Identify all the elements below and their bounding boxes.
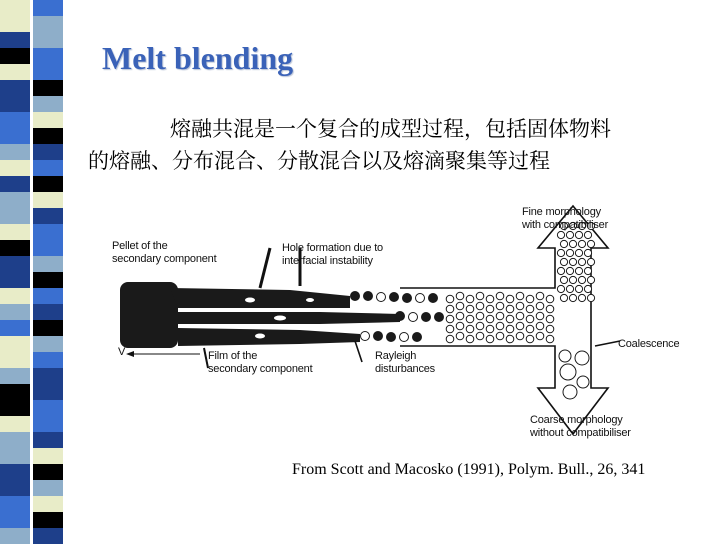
droplet <box>435 313 444 322</box>
droplet <box>569 276 576 283</box>
side-bar-block <box>0 80 30 96</box>
film-strands <box>170 288 350 308</box>
droplet <box>409 313 418 322</box>
side-bar-block <box>0 464 30 480</box>
droplet <box>536 332 544 340</box>
droplet <box>486 305 494 313</box>
droplet <box>486 335 494 343</box>
droplet <box>496 312 504 320</box>
droplet <box>516 302 524 310</box>
droplet <box>400 333 409 342</box>
droplet <box>587 258 594 265</box>
side-bar-block <box>0 320 30 336</box>
droplet <box>536 292 544 300</box>
droplet <box>526 335 534 343</box>
droplet <box>559 350 571 362</box>
side-bar-block <box>33 432 63 448</box>
droplet <box>536 312 544 320</box>
droplet <box>496 332 504 340</box>
droplet <box>364 292 373 301</box>
label-film: Film of the secondary component <box>208 350 313 375</box>
droplet <box>584 231 591 238</box>
droplet <box>560 294 567 301</box>
droplet <box>496 302 504 310</box>
droplet <box>578 276 585 283</box>
side-bar-block <box>0 144 30 160</box>
droplet <box>566 285 573 292</box>
droplet <box>516 322 524 330</box>
droplet <box>446 315 454 323</box>
droplet <box>578 258 585 265</box>
side-bar-block <box>33 64 63 80</box>
droplet <box>456 322 464 330</box>
droplet <box>446 335 454 343</box>
side-bar-block <box>33 480 63 496</box>
side-bar-block <box>33 320 63 336</box>
droplet <box>560 240 567 247</box>
droplet <box>546 305 554 313</box>
droplet <box>476 312 484 320</box>
label-rayleigh: Rayleigh disturbances <box>375 350 435 375</box>
droplet <box>351 292 360 301</box>
droplet <box>587 240 594 247</box>
side-bar-block <box>0 208 30 224</box>
body-line-2: 的熔融、分布混合、分散混合以及熔滴聚集等过程 <box>88 149 550 173</box>
pellet-shape <box>120 282 178 348</box>
side-bar-block <box>0 304 30 320</box>
side-bar-block <box>33 384 63 400</box>
side-bar-block <box>33 368 63 384</box>
droplet <box>466 335 474 343</box>
side-bar-block <box>33 208 63 224</box>
side-bar-block <box>0 240 30 256</box>
droplet <box>578 240 585 247</box>
droplet <box>563 385 577 399</box>
side-bar-block <box>0 48 30 64</box>
droplet <box>496 322 504 330</box>
side-bar-block <box>33 304 63 320</box>
droplet <box>456 312 464 320</box>
side-bar-block <box>0 368 30 384</box>
side-bar-block <box>0 336 30 352</box>
side-bar-block <box>33 0 63 16</box>
droplet <box>566 267 573 274</box>
droplet <box>377 293 386 302</box>
droplet <box>546 335 554 343</box>
droplet <box>584 285 591 292</box>
droplet <box>526 295 534 303</box>
droplet <box>506 315 514 323</box>
side-bar-block <box>33 48 63 64</box>
label-hole-formation: Hole formation due to interfacial instability <box>282 242 383 267</box>
droplet <box>476 332 484 340</box>
droplet <box>361 332 370 341</box>
side-bar-block <box>0 256 30 272</box>
droplet <box>575 231 582 238</box>
side-bar-block <box>33 496 63 512</box>
droplet <box>578 294 585 301</box>
droplet <box>429 294 438 303</box>
side-bar-block <box>33 256 63 272</box>
droplet <box>456 302 464 310</box>
side-bar-block <box>0 128 30 144</box>
droplet <box>403 294 412 303</box>
droplet <box>446 305 454 313</box>
droplet <box>486 315 494 323</box>
label-fine-morphology: Fine morphology with compatibiliser <box>522 206 609 231</box>
droplet <box>466 325 474 333</box>
side-bar-block <box>0 400 30 416</box>
side-bar-block <box>0 0 30 16</box>
droplet <box>557 285 564 292</box>
channel-outline <box>400 206 608 434</box>
droplet <box>575 351 589 365</box>
side-bar-block <box>0 32 30 48</box>
side-bar-block <box>33 272 63 288</box>
decorative-side-bar <box>0 0 66 540</box>
droplet <box>413 333 422 342</box>
droplet <box>476 322 484 330</box>
side-bar-block <box>33 352 63 368</box>
droplet <box>560 276 567 283</box>
side-bar-block <box>0 192 30 208</box>
side-bar-block <box>33 160 63 176</box>
droplet <box>536 322 544 330</box>
droplet <box>546 315 554 323</box>
droplet <box>546 325 554 333</box>
droplet <box>516 292 524 300</box>
droplet <box>476 292 484 300</box>
side-bar-block <box>33 32 63 48</box>
droplet <box>506 295 514 303</box>
side-bar-block <box>0 432 30 448</box>
droplet <box>506 335 514 343</box>
droplet <box>516 332 524 340</box>
droplet <box>569 258 576 265</box>
droplet <box>587 276 594 283</box>
side-bar-block <box>33 112 63 128</box>
side-bar-block <box>0 416 30 432</box>
side-bar-block <box>33 416 63 432</box>
side-bar-block <box>33 448 63 464</box>
droplet <box>387 333 396 342</box>
droplet <box>422 313 431 322</box>
label-pellet: Pellet of the secondary component <box>112 240 217 265</box>
droplet <box>446 325 454 333</box>
side-bar-block <box>0 272 30 288</box>
side-bar-block <box>0 64 30 80</box>
droplet <box>560 258 567 265</box>
droplet <box>569 240 576 247</box>
melt-blending-diagram <box>100 196 700 456</box>
side-bar-block <box>0 480 30 496</box>
droplet <box>526 315 534 323</box>
droplet <box>526 305 534 313</box>
side-bar-block <box>0 288 30 304</box>
droplet <box>557 231 564 238</box>
side-bar-block <box>0 512 30 528</box>
side-bar-block <box>33 176 63 192</box>
label-coarse-morphology: Coarse morphology without compatibiliser <box>530 414 631 439</box>
droplet <box>575 249 582 256</box>
label-velocity: V <box>118 346 126 358</box>
droplet <box>456 332 464 340</box>
side-bar-block <box>0 496 30 512</box>
droplet <box>506 305 514 313</box>
side-bar-block <box>0 384 30 400</box>
side-bar-block <box>33 240 63 256</box>
side-bar-block <box>0 96 30 112</box>
side-bar-block <box>33 96 63 112</box>
droplet <box>374 332 383 341</box>
side-bar-block <box>0 528 30 544</box>
droplet <box>466 295 474 303</box>
droplet <box>506 325 514 333</box>
side-bar-block <box>33 144 63 160</box>
side-bar-block <box>33 16 63 32</box>
side-bar-block <box>0 176 30 192</box>
side-bar-block <box>33 128 63 144</box>
droplet <box>584 249 591 256</box>
droplet <box>416 294 425 303</box>
droplet <box>587 294 594 301</box>
droplet <box>396 312 405 321</box>
side-bar-block <box>33 512 63 528</box>
side-bar-block <box>0 224 30 240</box>
droplet <box>516 312 524 320</box>
droplet <box>526 325 534 333</box>
droplet <box>557 249 564 256</box>
droplet <box>584 267 591 274</box>
side-bar-block <box>0 112 30 128</box>
droplet <box>446 295 454 303</box>
droplet <box>575 285 582 292</box>
droplet <box>496 292 504 300</box>
side-bar-block <box>33 528 63 544</box>
body-paragraph <box>88 113 688 177</box>
droplet <box>566 249 573 256</box>
side-bar-block <box>33 224 63 240</box>
side-bar-block <box>33 336 63 352</box>
droplet <box>486 295 494 303</box>
side-bar-block <box>33 192 63 208</box>
droplet <box>536 302 544 310</box>
side-bar-block <box>33 400 63 416</box>
droplet <box>476 302 484 310</box>
slide-title: Melt blending <box>102 40 294 76</box>
side-bar-block <box>33 464 63 480</box>
droplet <box>390 293 399 302</box>
droplet <box>560 364 576 380</box>
side-bar-block <box>33 288 63 304</box>
side-bar-block <box>33 80 63 96</box>
droplet <box>466 315 474 323</box>
droplet <box>577 376 589 388</box>
droplet <box>546 295 554 303</box>
side-bar-block <box>0 352 30 368</box>
droplet <box>456 292 464 300</box>
droplet <box>569 294 576 301</box>
droplet <box>486 325 494 333</box>
citation: From Scott and Macosko (1991), Polym. Bull., 26, 341 <box>292 461 646 478</box>
droplet <box>466 305 474 313</box>
droplet <box>557 267 564 274</box>
side-bar-block <box>0 16 30 32</box>
side-bar-block <box>0 448 30 464</box>
body-line-1: 熔融共混是一个复合的成型过程，包括固体物料 <box>170 117 611 141</box>
droplet <box>575 267 582 274</box>
label-coalescence: Coalescence <box>618 338 680 350</box>
droplet <box>566 231 573 238</box>
side-bar-block <box>0 160 30 176</box>
